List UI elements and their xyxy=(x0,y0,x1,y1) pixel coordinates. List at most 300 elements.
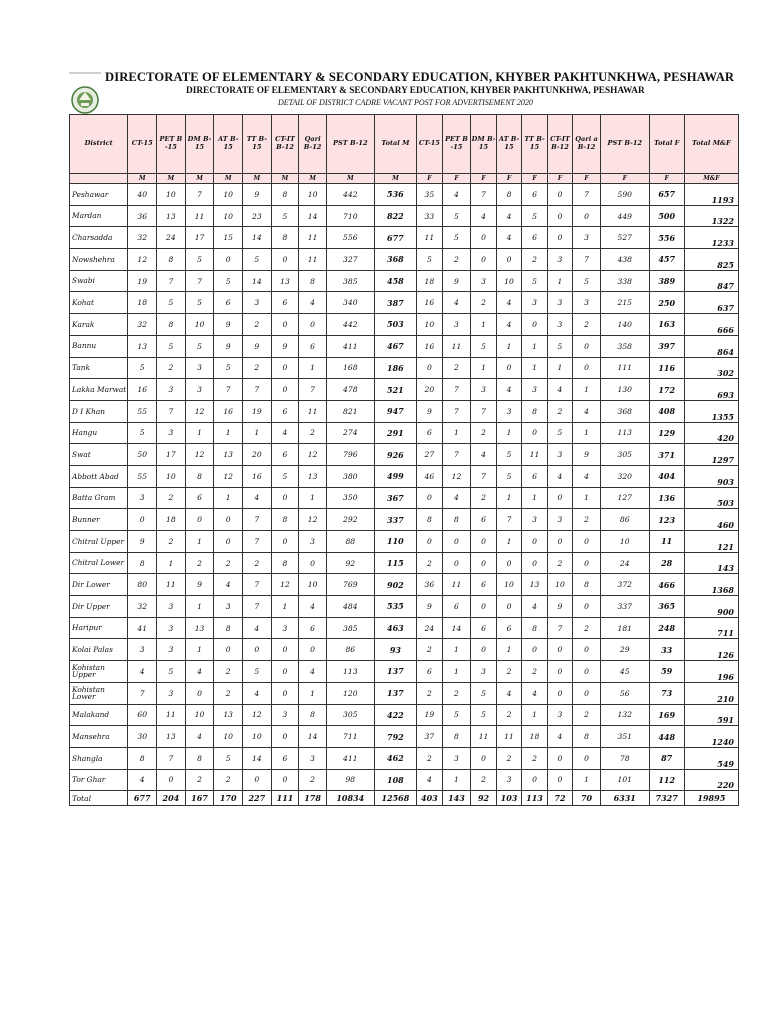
table-cell: 127 xyxy=(600,487,649,509)
table-cell: 12 xyxy=(271,574,299,596)
table-cell: 0 xyxy=(214,509,243,531)
table-cell: 0 xyxy=(442,552,471,574)
table-cell: 6 xyxy=(522,227,547,249)
table-cell: 5 xyxy=(185,292,214,314)
table-cell: 0 xyxy=(471,531,496,553)
gender-cell: F xyxy=(547,174,572,184)
table-cell: 14 xyxy=(442,617,471,639)
table-cell: 86 xyxy=(326,639,374,661)
table-cell: 18 xyxy=(522,726,547,748)
table-cell: 0 xyxy=(547,487,572,509)
gender-cell: M&F xyxy=(684,174,738,184)
table-cell: 0 xyxy=(243,639,272,661)
column-header: PET B -15 xyxy=(442,115,471,174)
gender-cell: M xyxy=(128,174,157,184)
total-cell: 204 xyxy=(157,791,186,806)
table-cell: 4 xyxy=(547,379,572,401)
table-cell: 1 xyxy=(442,661,471,683)
table-cell: 0 xyxy=(496,357,521,379)
table-cell: 19 xyxy=(417,704,442,726)
table-cell: 36 xyxy=(417,574,442,596)
table-cell: 115 xyxy=(374,552,416,574)
table-cell: 2 xyxy=(214,682,243,704)
table-row xyxy=(70,465,739,487)
table-cell: 8 xyxy=(522,400,547,422)
table-cell: 3 xyxy=(442,747,471,769)
table-row xyxy=(70,205,739,227)
table-cell: 1 xyxy=(442,769,471,791)
table-cell: 389 xyxy=(649,270,684,292)
table-cell: 12 xyxy=(243,704,272,726)
table-cell: 637 xyxy=(684,292,738,314)
column-header: CT-15 xyxy=(128,115,157,174)
table-cell: 210 xyxy=(684,682,738,704)
total-cell: 143 xyxy=(442,791,471,806)
table-cell: 14 xyxy=(243,747,272,769)
table-cell: 8 xyxy=(214,617,243,639)
table-cell: 5 xyxy=(214,270,243,292)
table-cell: 3 xyxy=(214,596,243,618)
table-cell: 3 xyxy=(128,487,157,509)
table-cell: 0 xyxy=(547,205,572,227)
table-cell: 40 xyxy=(128,184,157,206)
table-cell: 8 xyxy=(157,314,186,336)
table-cell: 10 xyxy=(299,184,327,206)
table-cell: 4 xyxy=(299,661,327,683)
table-cell: 900 xyxy=(684,596,738,618)
table-cell: 1 xyxy=(243,422,272,444)
table-cell: 1 xyxy=(185,531,214,553)
table-cell: 112 xyxy=(649,769,684,791)
district-cell: Chitral Lower xyxy=(70,552,128,574)
table-cell: 4 xyxy=(417,769,442,791)
table-cell: 0 xyxy=(522,769,547,791)
table-cell: 549 xyxy=(684,747,738,769)
gender-cell: M xyxy=(299,174,327,184)
table-cell: 11 xyxy=(299,400,327,422)
table-cell: 18 xyxy=(128,292,157,314)
table-cell: 8 xyxy=(522,617,547,639)
table-cell: 8 xyxy=(417,509,442,531)
table-cell: 186 xyxy=(374,357,416,379)
table-cell: 9 xyxy=(185,574,214,596)
table-cell: 7 xyxy=(214,379,243,401)
table-cell: 0 xyxy=(214,531,243,553)
total-cell: 7327 xyxy=(649,791,684,806)
table-cell: 4 xyxy=(128,769,157,791)
table-cell: 7 xyxy=(157,400,186,422)
table-cell: 137 xyxy=(374,682,416,704)
table-cell: 129 xyxy=(649,422,684,444)
table-row xyxy=(70,184,739,206)
table-row xyxy=(70,747,739,769)
column-header: PET B -15 xyxy=(157,115,186,174)
table-cell: 12 xyxy=(299,444,327,466)
district-cell: Malakand xyxy=(70,704,128,726)
table-cell: 710 xyxy=(326,205,374,227)
table-cell: 10 xyxy=(243,726,272,748)
table-cell: 11 xyxy=(649,531,684,553)
district-cell: Batta Gram xyxy=(70,487,128,509)
table-body xyxy=(70,184,739,791)
table-cell: 0 xyxy=(547,682,572,704)
table-cell: 1 xyxy=(522,335,547,357)
table-cell: 196 xyxy=(684,661,738,683)
table-cell: 337 xyxy=(600,596,649,618)
table-cell: 1297 xyxy=(684,444,738,466)
gender-cell: M xyxy=(157,174,186,184)
table-cell: 2 xyxy=(243,552,272,574)
column-header: DM B-15 xyxy=(185,115,214,174)
table-cell: 8 xyxy=(271,509,299,531)
table-cell: 3 xyxy=(157,379,186,401)
table-cell: 6 xyxy=(471,509,496,531)
table-cell: 1 xyxy=(496,335,521,357)
table-cell: 163 xyxy=(649,314,684,336)
table-cell: 3 xyxy=(522,509,547,531)
table-row xyxy=(70,292,739,314)
table-cell: 10 xyxy=(547,574,572,596)
table-cell: 385 xyxy=(326,270,374,292)
table-cell: 37 xyxy=(417,726,442,748)
table-cell: 4 xyxy=(496,205,521,227)
table-cell: 408 xyxy=(649,400,684,422)
table-cell: 4 xyxy=(496,314,521,336)
table-cell: 4 xyxy=(496,379,521,401)
table-cell: 2 xyxy=(573,314,601,336)
table-cell: 60 xyxy=(128,704,157,726)
table-cell: 121 xyxy=(684,531,738,553)
total-cell: 170 xyxy=(214,791,243,806)
column-header: Qari a B-12 xyxy=(573,115,601,174)
table-cell: 305 xyxy=(326,704,374,726)
table-cell: 6 xyxy=(522,465,547,487)
total-cell: 403 xyxy=(417,791,442,806)
table-row xyxy=(70,639,739,661)
table-cell: 0 xyxy=(271,661,299,683)
district-cell: Karak xyxy=(70,314,128,336)
table-cell: 168 xyxy=(326,357,374,379)
table-cell: 13 xyxy=(214,704,243,726)
table-cell: 0 xyxy=(417,531,442,553)
table-cell: 0 xyxy=(547,531,572,553)
gender-row xyxy=(70,174,739,184)
gender-cell: M xyxy=(326,174,374,184)
table-cell: 24 xyxy=(600,552,649,574)
table-cell: 3 xyxy=(243,292,272,314)
table-cell: 368 xyxy=(600,400,649,422)
total-cell: 227 xyxy=(243,791,272,806)
table-cell: 1 xyxy=(573,487,601,509)
column-header: Total M&F xyxy=(684,115,738,174)
table-cell: 2 xyxy=(522,747,547,769)
table-cell: 302 xyxy=(684,357,738,379)
table-cell: 1 xyxy=(185,596,214,618)
table-cell: 6 xyxy=(471,574,496,596)
table-cell: 380 xyxy=(326,465,374,487)
table-cell: 5 xyxy=(442,205,471,227)
table-cell: 8 xyxy=(299,704,327,726)
table-cell: 24 xyxy=(157,227,186,249)
table-cell: 0 xyxy=(271,357,299,379)
table-cell: 0 xyxy=(547,747,572,769)
table-cell: 7 xyxy=(442,444,471,466)
district-cell: Dir Lower xyxy=(70,574,128,596)
table-cell: 2 xyxy=(299,422,327,444)
table-cell: 6 xyxy=(417,422,442,444)
table-cell: 2 xyxy=(471,487,496,509)
table-cell: 4 xyxy=(271,422,299,444)
table-cell: 7 xyxy=(471,465,496,487)
table-cell: 2 xyxy=(214,769,243,791)
table-cell: 220 xyxy=(684,769,738,791)
table-cell: 3 xyxy=(471,379,496,401)
table-cell: 5 xyxy=(157,335,186,357)
table-cell: 4 xyxy=(496,682,521,704)
gender-cell: F xyxy=(522,174,547,184)
table-cell: 9 xyxy=(243,184,272,206)
table-cell: 11 xyxy=(299,227,327,249)
table-cell: 4 xyxy=(496,292,521,314)
table-cell: 2 xyxy=(496,661,521,683)
district-cell: Tank xyxy=(70,357,128,379)
table-cell: 87 xyxy=(649,747,684,769)
table-cell: 2 xyxy=(417,639,442,661)
table-cell: 590 xyxy=(600,184,649,206)
table-cell: 6 xyxy=(442,596,471,618)
table-cell: 9 xyxy=(128,531,157,553)
table-cell: 3 xyxy=(271,617,299,639)
table-cell: 16 xyxy=(243,465,272,487)
table-cell: 5 xyxy=(185,249,214,271)
table-cell: 11 xyxy=(417,227,442,249)
table-cell: 442 xyxy=(326,184,374,206)
table-cell: 0 xyxy=(496,249,521,271)
table-cell: 320 xyxy=(600,465,649,487)
district-cell: Chitral Upper xyxy=(70,531,128,553)
table-cell: 0 xyxy=(573,552,601,574)
table-cell: 110 xyxy=(374,531,416,553)
gender-cell: F xyxy=(442,174,471,184)
table-cell: 1 xyxy=(471,357,496,379)
table-cell: 2 xyxy=(243,357,272,379)
table-cell: 0 xyxy=(522,552,547,574)
table-cell: 420 xyxy=(684,422,738,444)
table-cell: 5 xyxy=(471,335,496,357)
district-cell: Kolai Palas xyxy=(70,639,128,661)
table-cell: 36 xyxy=(128,205,157,227)
table-cell: 6 xyxy=(299,335,327,357)
total-cell: 677 xyxy=(128,791,157,806)
table-cell: 0 xyxy=(573,357,601,379)
table-cell: 7 xyxy=(547,617,572,639)
table-cell: 411 xyxy=(326,335,374,357)
table-cell: 9 xyxy=(547,596,572,618)
table-cell: 1 xyxy=(299,357,327,379)
table-cell: 8 xyxy=(573,574,601,596)
table-cell: 9 xyxy=(214,335,243,357)
table-cell: 20 xyxy=(243,444,272,466)
table-cell: 3 xyxy=(299,747,327,769)
table-row xyxy=(70,617,739,639)
table-cell: 13 xyxy=(299,465,327,487)
table-cell: 7 xyxy=(243,509,272,531)
table-cell: 3 xyxy=(496,400,521,422)
table-cell: 3 xyxy=(185,379,214,401)
table-row xyxy=(70,596,739,618)
table-cell: 3 xyxy=(442,314,471,336)
table-cell: 397 xyxy=(649,335,684,357)
table-cell: 902 xyxy=(374,574,416,596)
table-cell: 4 xyxy=(522,596,547,618)
table-cell: 2 xyxy=(547,400,572,422)
table-cell: 340 xyxy=(326,292,374,314)
column-header: PST B-12 xyxy=(326,115,374,174)
table-cell: 0 xyxy=(271,487,299,509)
table-cell: 0 xyxy=(573,661,601,683)
table-row xyxy=(70,531,739,553)
table-cell: 338 xyxy=(600,270,649,292)
table-cell: 556 xyxy=(326,227,374,249)
table-cell: 45 xyxy=(600,661,649,683)
total-cell: 70 xyxy=(573,791,601,806)
table-cell: 4 xyxy=(547,465,572,487)
table-cell: 98 xyxy=(326,769,374,791)
table-cell: 449 xyxy=(600,205,649,227)
table-cell: 0 xyxy=(522,531,547,553)
table-cell: 0 xyxy=(185,682,214,704)
table-cell: 3 xyxy=(547,444,572,466)
table-cell: 1 xyxy=(496,531,521,553)
table-cell: 3 xyxy=(157,617,186,639)
table-cell: 1 xyxy=(299,682,327,704)
table-cell: 5 xyxy=(128,422,157,444)
table-cell: 0 xyxy=(271,531,299,553)
table-row xyxy=(70,552,739,574)
table-cell: 3 xyxy=(547,249,572,271)
table-cell: 7 xyxy=(573,184,601,206)
table-cell: 59 xyxy=(649,661,684,683)
table-cell: 1 xyxy=(471,314,496,336)
table-cell: 4 xyxy=(496,227,521,249)
total-cell: 113 xyxy=(522,791,547,806)
district-cell: Lakka Marwat xyxy=(70,379,128,401)
table-cell: 28 xyxy=(649,552,684,574)
gender-cell: F xyxy=(573,174,601,184)
table-cell: 55 xyxy=(128,465,157,487)
table-cell: 404 xyxy=(649,465,684,487)
table-cell: 458 xyxy=(374,270,416,292)
kp-government-logo-icon xyxy=(66,70,104,116)
gender-cell: M xyxy=(214,174,243,184)
table-cell: 8 xyxy=(271,184,299,206)
table-cell: 13 xyxy=(128,335,157,357)
table-cell: 1 xyxy=(214,487,243,509)
table-cell: 3 xyxy=(547,314,572,336)
table-cell: 0 xyxy=(214,639,243,661)
table-cell: 6 xyxy=(271,747,299,769)
table-cell: 2 xyxy=(573,704,601,726)
table-cell: 467 xyxy=(374,335,416,357)
table-cell: 3 xyxy=(573,227,601,249)
table-cell: 1193 xyxy=(684,184,738,206)
table-cell: 181 xyxy=(600,617,649,639)
table-cell: 2 xyxy=(573,509,601,531)
table-row xyxy=(70,487,739,509)
district-cell: Charsadda xyxy=(70,227,128,249)
table-cell: 10 xyxy=(157,184,186,206)
table-cell: 4 xyxy=(243,682,272,704)
table-cell: 926 xyxy=(374,444,416,466)
table-cell: 1368 xyxy=(684,574,738,596)
table-cell: 5 xyxy=(573,270,601,292)
district-cell: Swat xyxy=(70,444,128,466)
table-cell: 6 xyxy=(471,617,496,639)
table-cell: 11 xyxy=(442,574,471,596)
table-cell: 6 xyxy=(214,292,243,314)
table-cell: 0 xyxy=(471,552,496,574)
table-cell: 0 xyxy=(157,769,186,791)
table-row xyxy=(70,335,739,357)
table-cell: 0 xyxy=(271,726,299,748)
table-cell: 6 xyxy=(185,487,214,509)
table-cell: 3 xyxy=(157,639,186,661)
table-cell: 1 xyxy=(547,270,572,292)
table-cell: 0 xyxy=(185,509,214,531)
column-header: CT-IT B-12 xyxy=(547,115,572,174)
table-row xyxy=(70,682,739,704)
table-cell: 351 xyxy=(600,726,649,748)
district-cell: D I Khan xyxy=(70,400,128,422)
document-title: DIRECTORATE OF ELEMENTARY & SECONDARY EDUCATION, KHYBER PAKHTUNKHWA, PESHAWAR xyxy=(105,70,735,84)
table-cell: 46 xyxy=(417,465,442,487)
table-cell: 5 xyxy=(522,270,547,292)
table-row xyxy=(70,574,739,596)
table-cell: 172 xyxy=(649,379,684,401)
district-cell: Kohistan Lower xyxy=(70,682,128,704)
table-cell: 1 xyxy=(547,357,572,379)
table-cell: 0 xyxy=(271,314,299,336)
table-cell: 2 xyxy=(496,704,521,726)
gender-cell: F xyxy=(496,174,521,184)
table-cell: 503 xyxy=(684,487,738,509)
table-cell: 80 xyxy=(128,574,157,596)
table-cell: 4 xyxy=(243,487,272,509)
table-cell: 7 xyxy=(299,379,327,401)
table-cell: 0 xyxy=(547,227,572,249)
district-cell: Bannu xyxy=(70,335,128,357)
table-cell: 591 xyxy=(684,704,738,726)
table-cell: 499 xyxy=(374,465,416,487)
table-cell: 12 xyxy=(299,509,327,531)
table-cell: 822 xyxy=(374,205,416,227)
table-cell: 6 xyxy=(271,400,299,422)
table-row xyxy=(70,726,739,748)
table-cell: 136 xyxy=(649,487,684,509)
table-cell: 4 xyxy=(442,292,471,314)
table-cell: 8 xyxy=(157,249,186,271)
table-cell: 1 xyxy=(522,704,547,726)
table-cell: 1322 xyxy=(684,205,738,227)
table-cell: 3 xyxy=(271,704,299,726)
total-cell: 178 xyxy=(299,791,327,806)
table-cell: 19 xyxy=(243,400,272,422)
table-cell: 10 xyxy=(299,574,327,596)
table-cell: 411 xyxy=(326,747,374,769)
table-cell: 13 xyxy=(214,444,243,466)
column-header: Total M xyxy=(374,115,416,174)
column-header: District xyxy=(70,115,128,174)
